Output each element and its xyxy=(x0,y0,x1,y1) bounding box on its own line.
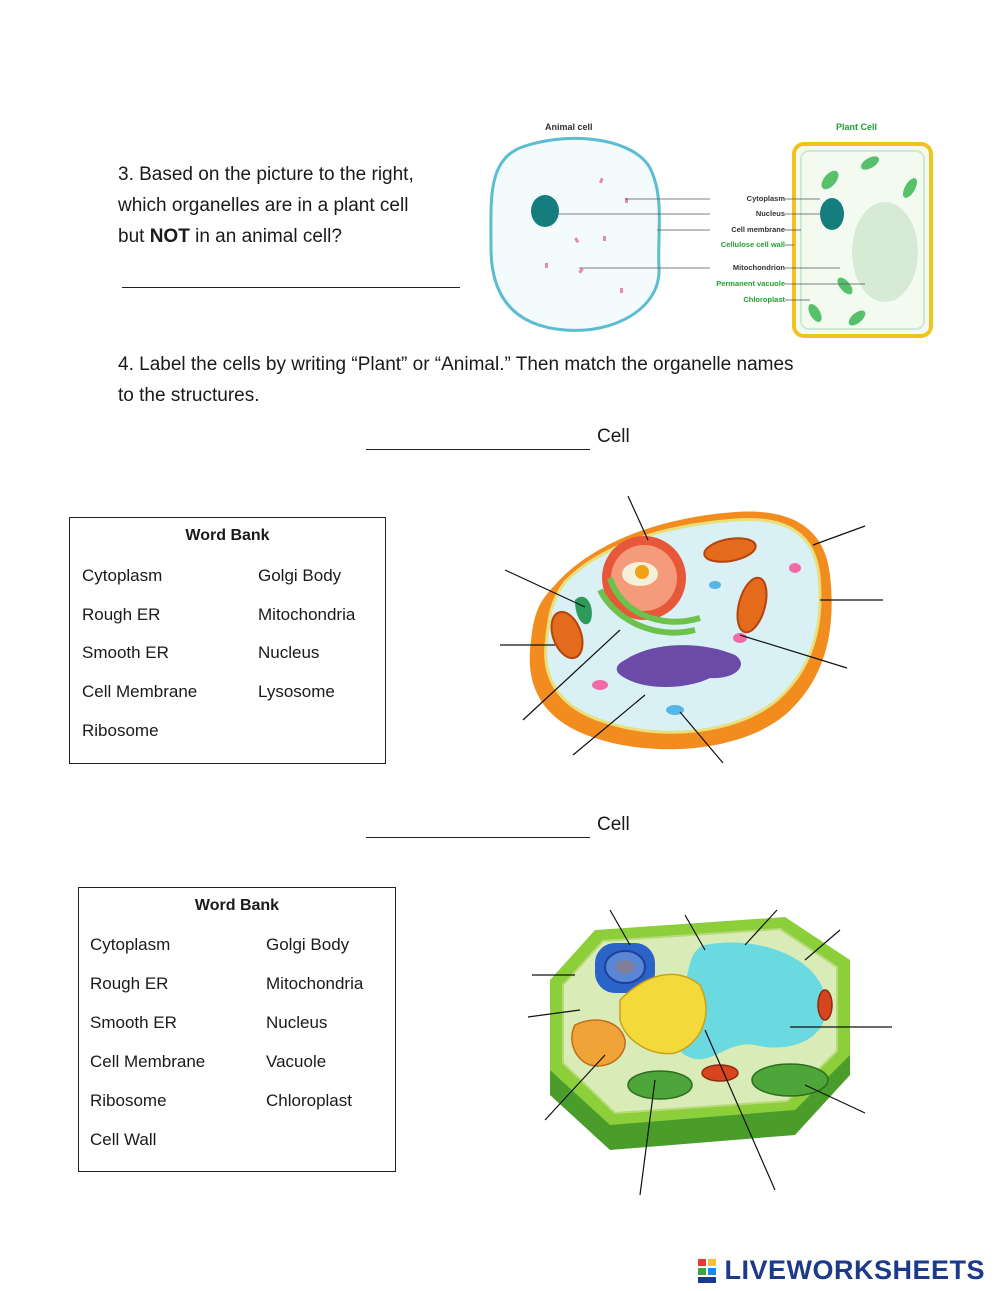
liveworksheets-logo-icon xyxy=(698,1259,716,1283)
word-bank-1-item: Smooth ER xyxy=(82,643,169,662)
label-mitochondrion: Mitochondrion xyxy=(732,263,785,272)
word-bank-2-item: Cell Wall xyxy=(90,1130,157,1149)
question-4-line-1: 4. Label the cells by writing “Plant” or “Animal.” Then match the organelle names xyxy=(118,354,794,375)
word-bank-2-item: Vacuole xyxy=(266,1052,327,1071)
question-3-line-2: which organelles are in a plant cell xyxy=(118,195,409,216)
question-4 xyxy=(118,349,898,411)
word-bank-1-item: Ribosome xyxy=(82,721,159,740)
label-cell-membrane: Cell membrane xyxy=(731,225,785,234)
label-permanent-vacuole: Permanent vacuole xyxy=(716,279,785,288)
animal-nucleus xyxy=(531,195,559,227)
cell-type-blank-2[interactable] xyxy=(366,837,590,838)
question-3 xyxy=(118,159,478,252)
label-cytoplasm: Cytoplasm xyxy=(746,194,785,203)
word-bank-2-item: Cytoplasm xyxy=(90,935,171,954)
word-bank-2-item: Cell Membrane xyxy=(90,1052,206,1071)
question-3-line-3 xyxy=(118,221,478,252)
plant-nucleolus xyxy=(615,960,635,974)
animal-cell-svg xyxy=(495,490,890,770)
word-bank-2-title: Word Bank xyxy=(194,897,280,914)
word-bank-1-item: Nucleus xyxy=(258,643,320,662)
word-bank-1-item: Golgi Body xyxy=(258,566,342,585)
plant-nucleus xyxy=(820,198,844,230)
word-bank-2-item: Chloroplast xyxy=(266,1091,352,1110)
word-bank-1-item: Cytoplasm xyxy=(82,566,163,585)
word-bank-1-item: Rough ER xyxy=(82,605,161,624)
animal-cytoplasm xyxy=(546,519,820,732)
word-bank-1-item: Mitochondria xyxy=(258,605,356,624)
cell-type-blank-1[interactable] xyxy=(366,449,590,450)
label-nucleus: Nucleus xyxy=(755,209,785,218)
cell-caption-1: Cell xyxy=(597,426,630,447)
label-chloroplast: Chloroplast xyxy=(743,295,785,304)
word-bank-1-item: Cell Membrane xyxy=(82,682,198,701)
plant-cell-illustration xyxy=(525,905,895,1200)
word-bank-2 xyxy=(78,887,396,1172)
word-bank-1-item: Lysosome xyxy=(258,682,335,701)
question-3-text-b: in an animal cell? xyxy=(189,226,342,247)
animal-cell-illustration xyxy=(495,490,890,770)
plant-vacuole xyxy=(852,202,918,302)
question-3-answer-blank[interactable] xyxy=(122,287,460,288)
word-bank-1 xyxy=(69,517,386,764)
animal-cell-membrane xyxy=(491,138,660,330)
animal-nucleolus xyxy=(635,565,649,579)
plant-cell-title: Plant Cell xyxy=(836,122,878,132)
word-bank-2-item: Ribosome xyxy=(90,1091,167,1110)
plant-golgi-body xyxy=(572,1020,625,1066)
word-bank-2-item: Mitochondria xyxy=(266,974,364,993)
word-bank-2-item: Rough ER xyxy=(90,974,169,993)
liveworksheets-logo-text: LIVEWORKSHEETS xyxy=(724,1255,985,1285)
animal-cell-title: Animal cell xyxy=(545,122,593,132)
cell-caption-2: Cell xyxy=(597,814,630,835)
liveworksheets-branding xyxy=(698,1255,985,1289)
plant-cell-svg xyxy=(525,905,895,1200)
word-bank-2-item: Nucleus xyxy=(266,1013,328,1032)
label-cellulose-cell-wall: Cellulose cell wall xyxy=(720,240,785,249)
question-3-text-a: but xyxy=(118,226,150,247)
word-bank-2-item: Smooth ER xyxy=(90,1013,177,1032)
question-4-line-2: to the structures. xyxy=(118,385,260,406)
word-bank-2-item: Golgi Body xyxy=(266,935,350,954)
word-bank-1-title: Word Bank xyxy=(185,527,270,544)
question-3-emphasis: NOT xyxy=(149,226,190,247)
question-3-line-1: 3. Based on the picture to the right, xyxy=(118,164,414,185)
animal-plant-comparison-diagram xyxy=(485,118,940,343)
